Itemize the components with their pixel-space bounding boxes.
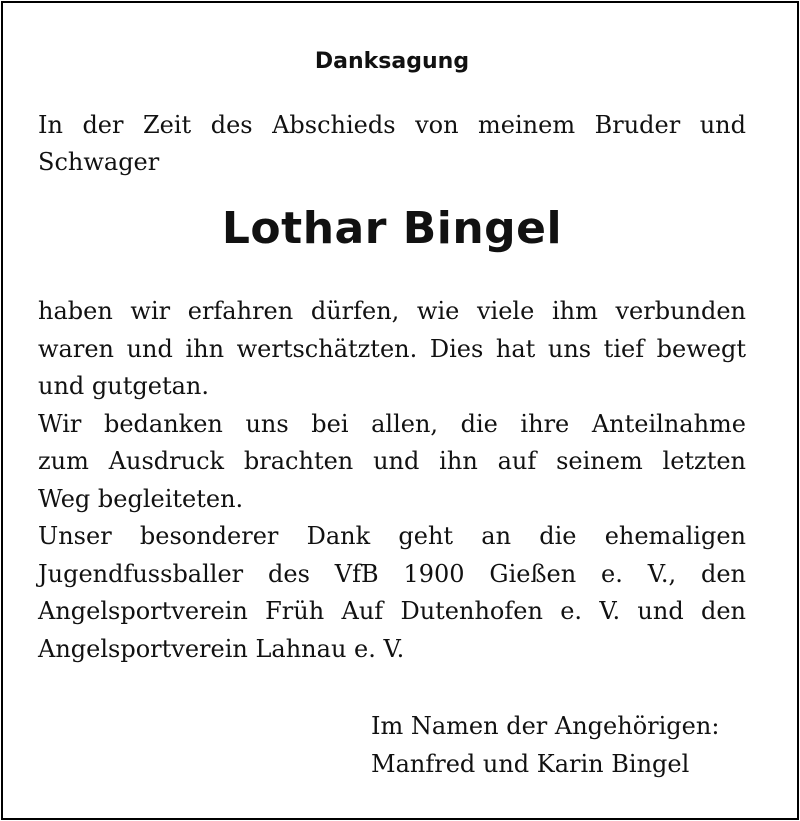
body-line: waren und ihn wertschätzten. Dies hat uns tief bewegt [38, 334, 746, 363]
signature-names: Manfred und Karin Bingel [371, 750, 690, 778]
notice-body [38, 293, 746, 668]
body-line: Wir bedanken uns bei allen, die ihre Anteilnahme [38, 409, 746, 438]
body-line: Angelsportverein Früh Auf Dutenhofen e. V. und den [38, 597, 746, 625]
signature-block [371, 707, 746, 783]
body-line: Unser besonderer Dank geht an die ehemaligen [38, 522, 746, 550]
signature-line-1: Im Namen der Angehörigen: [371, 712, 720, 740]
notice-frame [1, 1, 799, 820]
body-line: Weg begleiteten. [38, 484, 244, 513]
body-line: und gutgetan. [38, 372, 209, 400]
deceased-name: Lothar Bingel [221, 203, 563, 254]
body-line: zum Ausdruck brachten und ihn auf seinem letzten [38, 447, 746, 475]
body-line: Angelsportverein Lahnau e. V. [38, 634, 405, 663]
body-line: haben wir erfahren dürfen, wie viele ihm verbunden [38, 297, 746, 325]
notice-heading: Danksagung [314, 49, 470, 74]
notice-intro: In der Zeit des Abschieds von meinem Bruder und Schwager [38, 111, 746, 176]
body-line: Jugendfussballer des VfB 1900 Gießen e. V., den [38, 559, 746, 588]
